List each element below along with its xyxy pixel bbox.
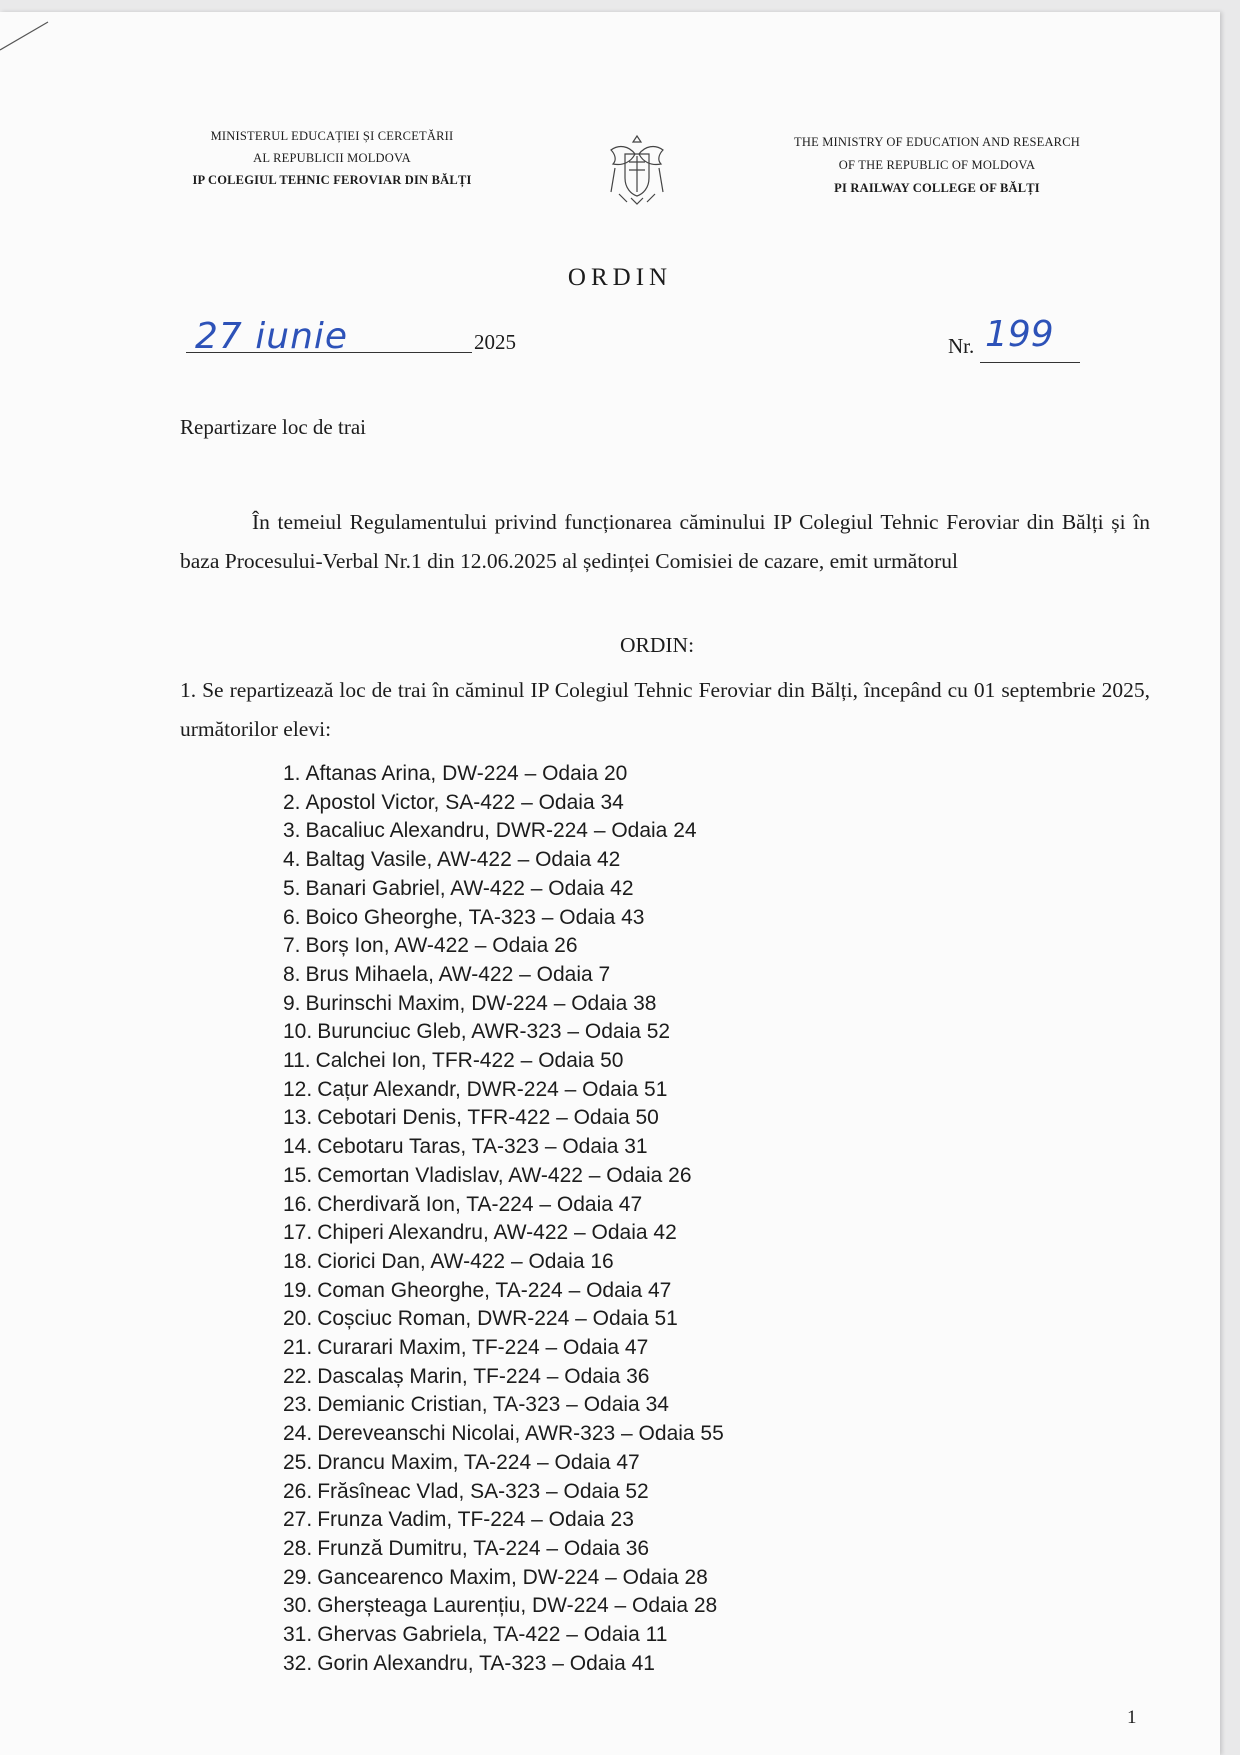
list-item-number: 29. [283,1565,313,1589]
list-item-number: 21. [283,1336,313,1360]
list-item-number: 27. [283,1508,313,1532]
list-item [283,846,724,875]
list-item-number: 7. [283,934,301,958]
list-item [283,1104,724,1133]
list-item [283,1277,724,1306]
list-item-number: 20. [283,1307,313,1331]
list-item-number: 15. [283,1163,313,1187]
list-item-text: Demianic Cristian, TA-323 – Odaia 34 [317,1393,669,1417]
scan-mark [0,12,60,52]
header-right [762,131,1112,200]
list-item-text: Ghervas Gabriela, TA-422 – Odaia 11 [317,1623,668,1647]
list-item [283,875,724,904]
document-title: ORDIN [567,264,673,291]
list-item [283,789,724,818]
list-item-text: Gancearenco Maxim, DW-224 – Odaia 28 [317,1565,708,1589]
list-item-number: 8. [283,962,301,986]
date-year: 2025 [474,330,516,354]
list-item-text: Cebotari Denis, TFR-422 – Odaia 50 [317,1106,659,1130]
list-item-number: 16. [283,1192,313,1216]
list-item-text: Ciorici Dan, AW-422 – Odaia 16 [317,1249,614,1273]
list-item-text: Dascalaș Marin, TF-224 – Odaia 36 [317,1364,650,1388]
header-left-line-3: IP COLEGIUL TEHNIC FEROVIAR DIN BĂLȚI [192,173,472,187]
list-item [283,1650,724,1679]
student-list [283,760,724,1679]
list-item [283,1076,724,1105]
list-item [283,990,724,1019]
preamble-paragraph: În temeiul Regulamentului privind funcționarea căminului IP Colegiul Tehnic Feroviar din Bălți și în baza Procesului-Verbal Nr.1 din 12.06.2025 al ședinței Comisiei de cazare, emit următorul [180,510,1150,573]
header-right-line-3: PI RAILWAY COLLEGE OF BĂLȚI [834,181,1040,195]
list-item-number: 6. [283,905,301,929]
number-underline [980,362,1080,363]
list-item [283,1449,724,1478]
list-item-number: 32. [283,1651,313,1675]
list-item-text: Bacaliuc Alexandru, DWR-224 – Odaia 24 [305,819,697,843]
list-item [283,961,724,990]
list-item [283,1391,724,1420]
list-item [283,904,724,933]
list-item [283,760,724,789]
list-item-number: 9. [283,991,301,1015]
handwritten-date: 27 iunie [195,316,349,357]
list-item-number: 11. [283,1049,311,1073]
list-item-text: Cemortan Vladislav, AW-422 – Odaia 26 [317,1163,692,1187]
list-item-number: 23. [283,1393,313,1417]
list-item-text: Frunza Vadim, TF-224 – Odaia 23 [317,1508,634,1532]
list-item-text: Baltag Vasile, AW-422 – Odaia 42 [305,848,621,872]
header-left [182,125,482,191]
list-item [283,1363,724,1392]
list-item [283,1334,724,1363]
list-item-number: 30. [283,1594,313,1618]
list-item-text: Banari Gabriel, AW-422 – Odaia 42 [305,876,634,900]
header-left-line-1: MINISTERUL EDUCAȚIEI ȘI CERCETĂRII [210,129,454,143]
list-item-text: Coman Gheorghe, TA-224 – Odaia 47 [317,1278,672,1302]
page-number: 1 [1127,1707,1137,1728]
list-item-number: 22. [283,1364,313,1388]
list-item-text: Cațur Alexandr, DWR-224 – Odaia 51 [317,1077,668,1101]
list-item [283,1535,724,1564]
list-item [283,1506,724,1535]
header-right-line-2: OF THE REPUBLIC OF MOLDOVA [838,158,1036,172]
list-item-text: Frunză Dumitru, TA-224 – Odaia 36 [317,1536,650,1560]
list-item-text: Cherdivară Ion, TA-224 – Odaia 47 [317,1192,643,1216]
list-item-text: Brus Mihaela, AW-422 – Odaia 7 [305,962,611,986]
list-item-text: Gorin Alexandru, TA-323 – Odaia 41 [317,1651,655,1675]
list-item [283,817,724,846]
list-item [283,1564,724,1593]
list-item-number: 5. [283,876,301,900]
list-item [283,1621,724,1650]
list-item-number: 4. [283,848,301,872]
list-item [283,1191,724,1220]
coat-of-arms-icon [601,132,673,208]
list-item [283,932,724,961]
subject-line: Repartizare loc de trai [180,415,366,439]
header-left-line-2: AL REPUBLICII MOLDOVA [253,151,411,165]
list-item-text: Frăsîneac Vlad, SA-323 – Odaia 52 [317,1479,649,1503]
list-item-text: Apostol Victor, SA-422 – Odaia 34 [305,790,624,814]
header-right-line-1: THE MINISTRY OF EDUCATION AND RESEARCH [794,135,1080,149]
list-item-text: Buruncіuc Gleb, AWR-323 – Odaia 52 [317,1020,671,1044]
list-item-text: Curarari Maxim, TF-224 – Odaia 47 [317,1336,649,1360]
list-item-number: 26. [283,1479,313,1503]
list-item-text: Gherșteaga Laurențiu, DW-224 – Odaia 28 [317,1594,718,1618]
list-item [283,1219,724,1248]
list-item-text: Burinschi Maxim, DW-224 – Odaia 38 [305,991,657,1015]
list-item-text: Aftanas Arina, DW-224 – Odaia 20 [305,762,628,785]
handwritten-number: 199 [985,314,1054,355]
order-heading: ORDIN: [620,633,695,657]
list-item-text: Dereveanschi Nicolai, AWR-323 – Odaia 55 [317,1422,724,1446]
list-item-number: 10. [283,1020,313,1044]
list-item-number: 1. [283,762,301,785]
list-item [283,1162,724,1191]
list-item-number: 19. [283,1278,313,1302]
date-underline [186,352,472,353]
list-item-number: 28. [283,1536,313,1560]
list-item [283,1018,724,1047]
list-item [283,1248,724,1277]
number-label: Nr. [948,334,975,358]
list-item-number: 2. [283,790,301,814]
list-item-text: Cebotaru Taras, TA-323 – Odaia 31 [317,1135,648,1159]
list-item-number: 14. [283,1135,313,1159]
document-page [0,12,1220,1755]
list-item-number: 18. [283,1249,313,1273]
list-item [283,1478,724,1507]
list-item [283,1047,724,1076]
list-item-text: Boico Gheorghe, TA-323 – Odaia 43 [305,905,645,929]
clause-1: 1. Se repartizează loc de trai în căminul IP Colegiul Tehnic Feroviar din Bălți, începând cu 01 septembrie 2025, următorilor elevi: [180,678,1150,741]
list-item-number: 12. [283,1077,313,1101]
list-item [283,1133,724,1162]
list-item [283,1592,724,1621]
list-item [283,1305,724,1334]
list-item-number: 25. [283,1450,313,1474]
list-item-number: 17. [283,1221,313,1245]
list-item-text: Coșciuc Roman, DWR-224 – Odaia 51 [317,1307,678,1331]
list-item-text: Chiperi Alexandru, AW-422 – Odaia 42 [317,1221,677,1245]
list-item-text: Calchei Ion, TFR-422 – Odaia 50 [315,1049,624,1073]
list-item [283,1420,724,1449]
list-item-text: Drancu Maxim, TA-224 – Odaia 47 [317,1450,640,1474]
list-item-number: 13. [283,1106,313,1130]
list-item-text: Borș Ion, AW-422 – Odaia 26 [305,934,578,958]
list-item-number: 31. [283,1623,313,1647]
list-item-number: 24. [283,1422,313,1446]
list-item-number: 3. [283,819,301,843]
